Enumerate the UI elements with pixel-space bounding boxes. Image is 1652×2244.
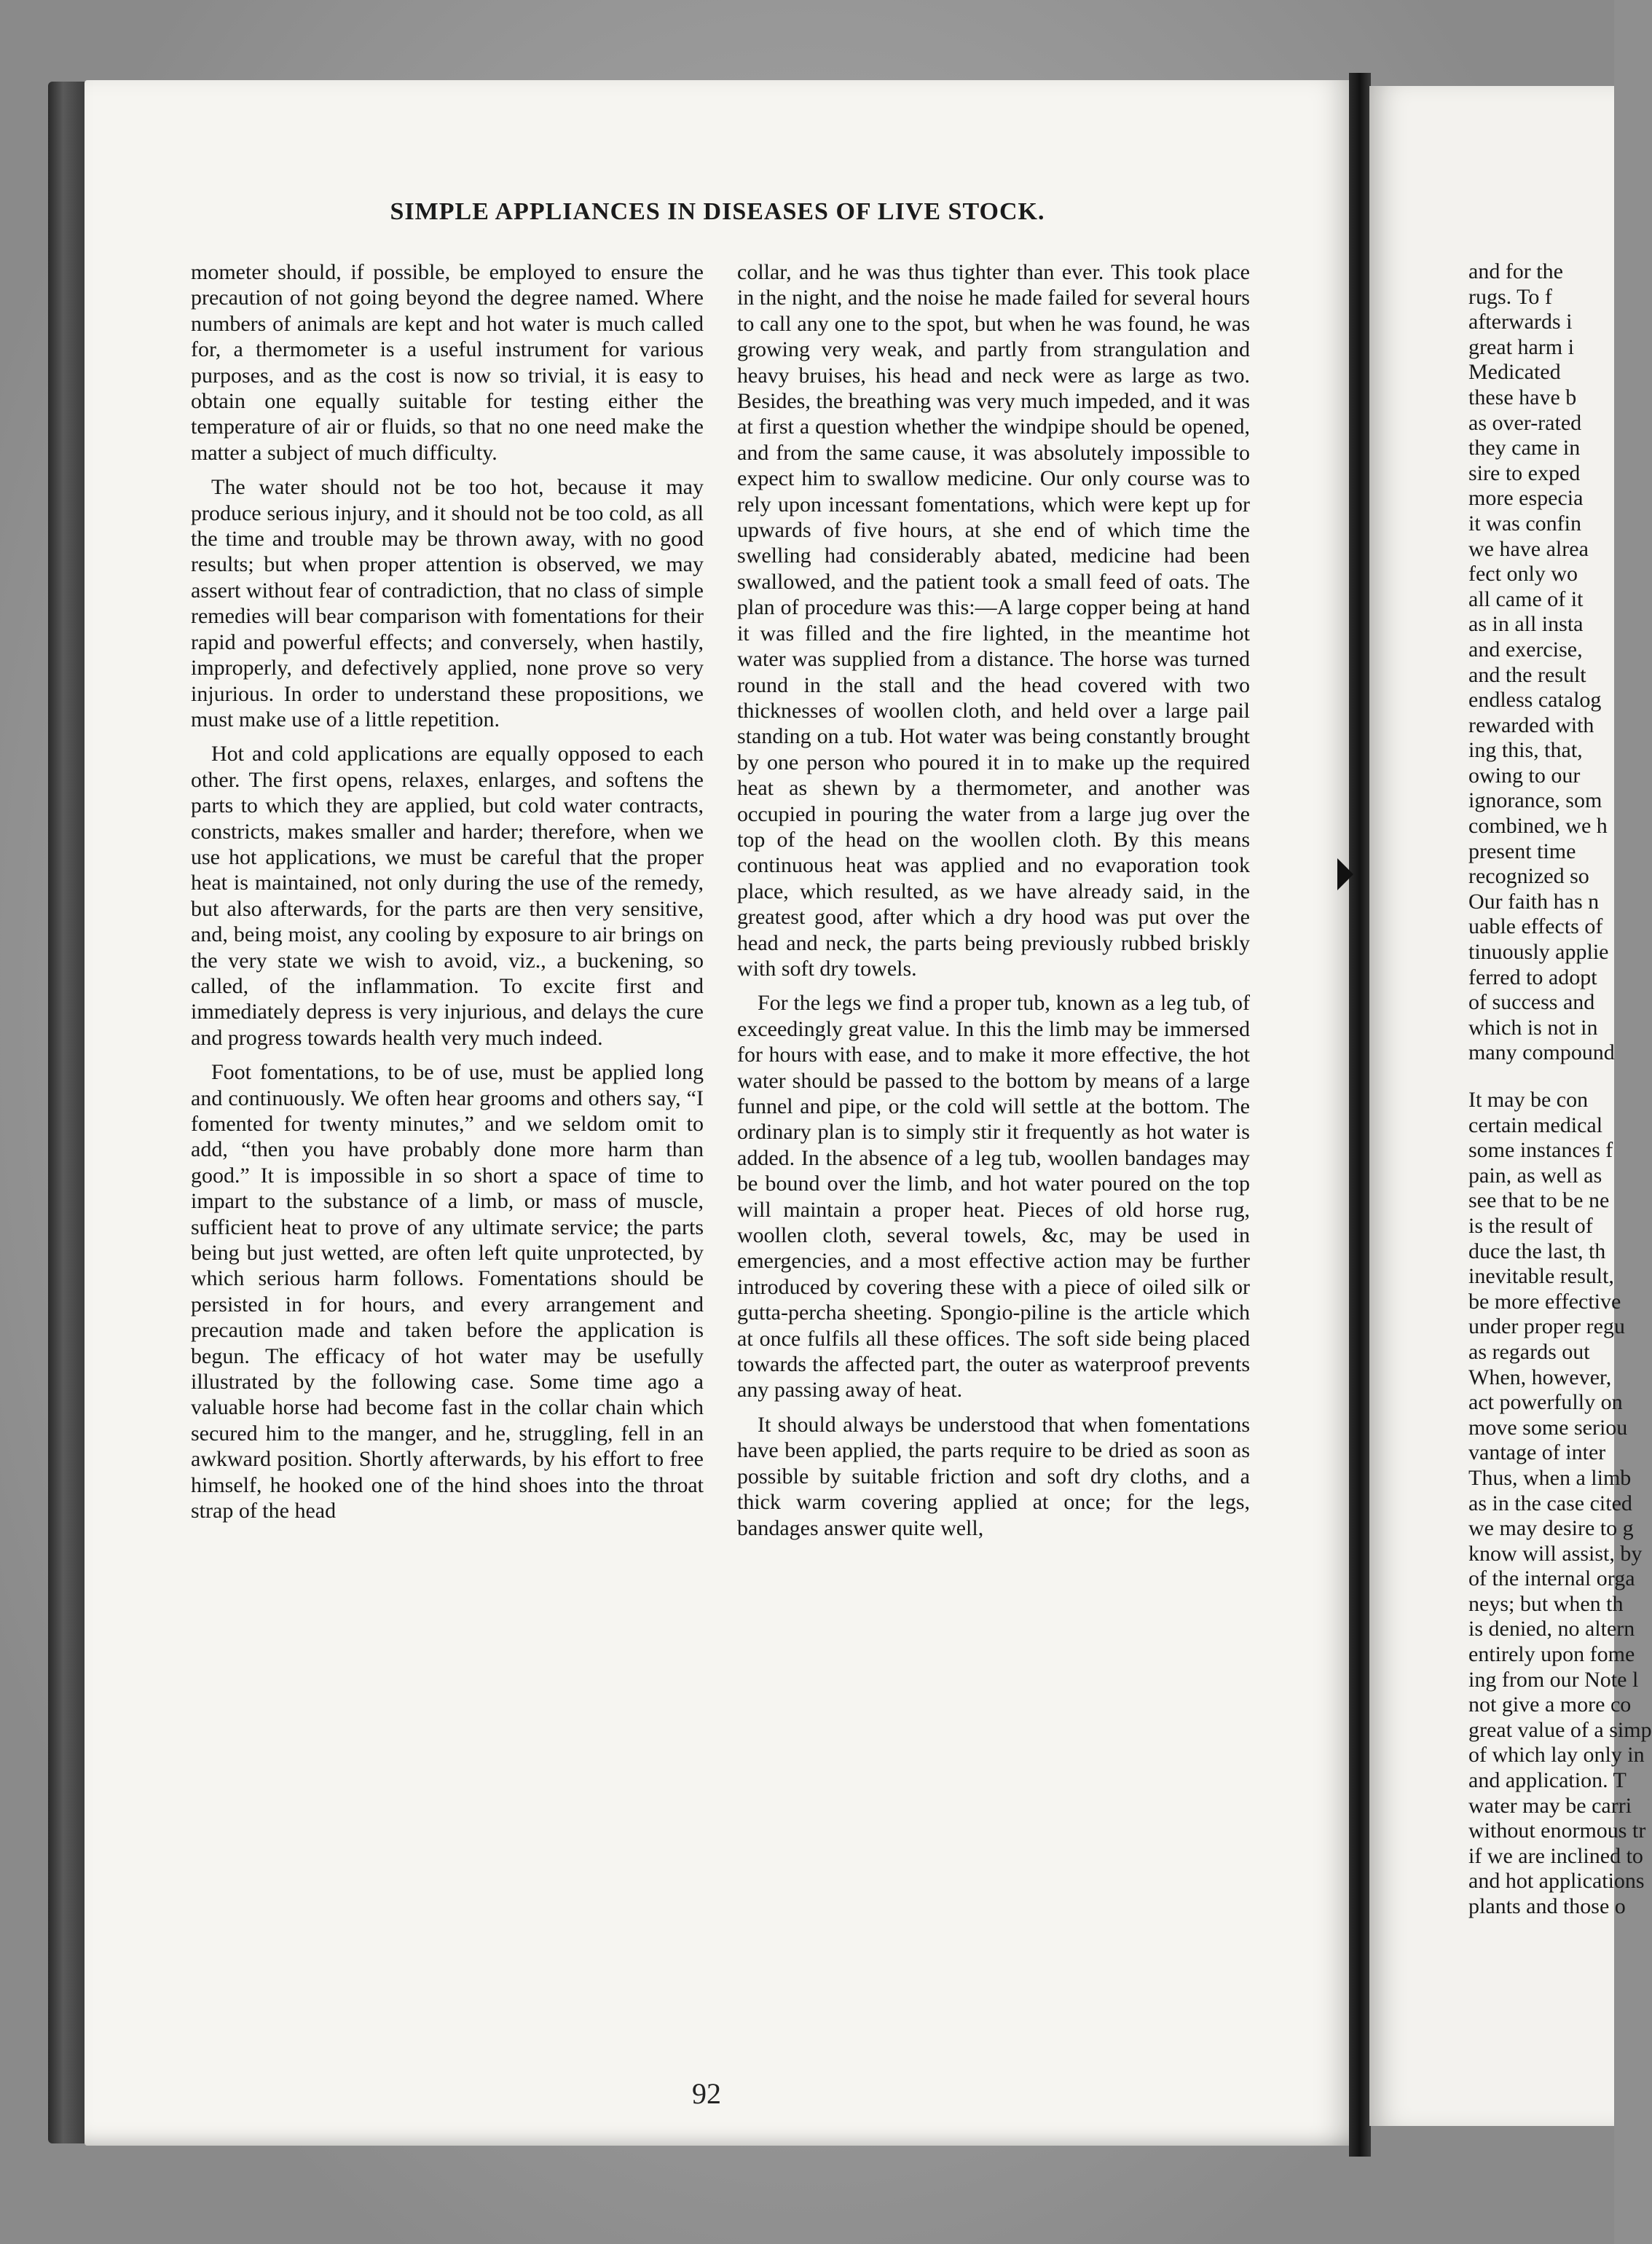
text-line: not give a more co (1468, 1692, 1632, 1717)
text-line: great value of a simp (1468, 1717, 1652, 1742)
text-line: and hot applications (1468, 1869, 1645, 1894)
text-line: know will assist, by (1468, 1541, 1643, 1566)
text-line: they came in (1468, 436, 1581, 460)
text-line: many compound (1468, 1040, 1615, 1065)
paragraph: It should always be understood that when fomentations have been applied, the parts require to be dried as soon as possible by suitable friction and soft dry cloths, and a thick warm covering applied at once; for the legs, bandages answer quite well, (737, 1412, 1250, 1540)
text-line: as in the case cited (1468, 1491, 1632, 1515)
text-line: more especia (1468, 486, 1584, 511)
text-line: if we are inclined to (1468, 1843, 1643, 1868)
text-line: great harm i (1468, 334, 1574, 359)
text-column-1 (191, 259, 704, 2001)
text-line: afterwards i (1468, 310, 1573, 334)
text-line: plants and those o (1468, 1894, 1626, 1918)
text-line: vantage of inter (1468, 1440, 1606, 1465)
book-gutter (1349, 73, 1371, 2157)
paragraph: collar, and he was thus tighter than ever. This took place in the night, and the noise he made failed for several hours to call any one to the spot, but when he was found, he was growing very weak, and partly from strangulation and heavy bruises, his head and neck were as large as two. Besides, the breathing was very much impeded, and it was at first a question whether the windpipe should be opened, and from the same cause, it was absolutely impossible to expect him to swallow medicine. Our only course was to rely upon incessant fomentations, which were kept up for upwards of five hours, at she end of which time the swelling had considerably abated, medicine had been swallowed, and the patient took a small feed of oats. The plan of procedure was this:—A large copper being at hand it was filled and the fire lighted, in the meantime hot water was supplied from a distance. The horse was turned round in the stall and the head covered with two thicknesses of woollen cloth, and held over a large pail standing on a tub. Hot water was being constantly brought by one person who poured it in to make up the required heat as shewn by a thermometer, and another was occupied in pouring the water from a large jug over the top of the head on the woollen cloth. By this means continuous heat was applied and no evaporation took place, which resulted, as we have already said, in the greatest good, after which a dry hood was put over the head and neck, the parts being previously rubbed briskly with soft dry towels. (737, 260, 1250, 981)
text-line: as in all insta (1468, 612, 1584, 637)
text-line: see that to be ne (1468, 1188, 1610, 1213)
text-line: of which lay only in (1468, 1743, 1645, 1768)
text-line: neys; but when th (1468, 1591, 1624, 1616)
text-line: and the result (1468, 662, 1586, 687)
text-line: sire to exped (1468, 460, 1581, 485)
text-line: without enormous tr (1468, 1819, 1646, 1843)
text-line: combined, we h (1468, 814, 1608, 839)
text-line: ferred to adopt (1468, 965, 1597, 989)
text-line: move some seriou (1468, 1415, 1628, 1440)
text-line: ing this, that, (1468, 738, 1583, 763)
text-line: present time (1468, 839, 1576, 863)
text-line: tinuously applie (1468, 940, 1609, 965)
text-line: ing from our Note l (1468, 1667, 1639, 1692)
text-line: under proper regu (1468, 1314, 1625, 1339)
text-line: and application. T (1468, 1768, 1627, 1793)
text-line: Medicated (1468, 360, 1561, 385)
text-line: of success and (1468, 990, 1595, 1015)
text-line: When, however, (1468, 1365, 1612, 1389)
paragraph: Foot fomentations, to be of use, must be applied long and continuously. We often hear grooms and others say, “I fomented for twenty minutes,” and we seldom omit to add, “then you have probably done more harm than good.” It is impossible in so short a space of time to impart to the substance of a limb, or mass of muscle, sufficient heat to prove of any ultimate service; the parts being but just wetted, are often left quite unprotected, by which serious harm follows. Fomentations should be persisted in for hours, and every arrangement and precaution made and taken before the application is begun. The efficacy of hot water may be usefully illustrated by the following case. Some time ago a valuable horse had become fast in the collar chain which secured him to the manger, and he, struggling, fell in an awkward position. Shortly afterwards, by his effort to free himself, he hooked one of the hind shoes into the throat strap of the head (191, 1060, 704, 1523)
text-line: entirely upon fome (1468, 1642, 1635, 1667)
book-cover-edge (48, 82, 86, 2143)
text-line: is the result of (1468, 1213, 1593, 1238)
gutter-marker-icon (1337, 858, 1353, 890)
text-line: recognized so (1468, 864, 1589, 889)
text-line: these have b (1468, 385, 1577, 409)
text-line: certain medical (1468, 1113, 1603, 1137)
text-line: of the internal orga (1468, 1566, 1635, 1591)
text-line: uable effects of (1468, 914, 1603, 939)
text-line: be more effective (1468, 1289, 1621, 1314)
text-line: fect only wo (1468, 562, 1578, 586)
text-line: we may desire to g (1468, 1516, 1634, 1541)
text-line: pain, as well as (1468, 1163, 1602, 1188)
text-line: Thus, when a limb (1468, 1465, 1632, 1490)
text-column-3-partial (1468, 259, 1652, 2008)
paragraph: For the legs we find a proper tub, known as a leg tub, of exceedingly great value. In this the limb may be immersed for hours with ease, and to make it more effective, the hot water should be passed to the bottom by means of a large funnel and pipe, or the cold will settle at the bottom. The ordinary plan is to simply stir it frequently as hot water is added. In the absence of a leg tub, woollen bandages may be bound over the limb, and hot water poured on the top will maintain a proper heat. Pieces of old horse rug, woollen cloth, several towels, &c, may be used in emergencies, and a most effective action may be further introduced by covering these with a piece of oiled silk or gutta-percha sheeting. Spongio-piline is the article which at once fulfils all these offices. The soft side being placed towards the affected part, the outer as waterproof prevents any passing away of heat. (737, 991, 1250, 1402)
text-line: act powerfully on (1468, 1390, 1623, 1415)
paragraph-gap (1468, 1066, 1614, 1088)
text-column-2 (737, 259, 1250, 2001)
text-line: rewarded with (1468, 713, 1594, 737)
text-line: Our faith has n (1468, 889, 1600, 914)
page-number: 92 (692, 2077, 721, 2110)
text-line: all came of it (1468, 586, 1584, 611)
text-line: is denied, no altern (1468, 1617, 1635, 1641)
text-line: and for the (1468, 259, 1563, 283)
running-head: SIMPLE APPLIANCES IN DISEASES OF LIVE STOCK. (390, 198, 1045, 225)
paragraph: The water should not be too hot, because it may produce serious injury, and it should not be too cold, as all the time and trouble may be thrown away, with no good results; but when proper attention is observed, we may assert without fear of contradiction, that no class of simple remedies will bear comparison with fomentations for their rapid and powerful effects; and conversely, when hastily, improperly, and defectively applied, none prove so very injurious. In order to understand these propositions, we must make use of a little repetition. (191, 475, 704, 731)
text-line: as over-rated (1468, 410, 1582, 435)
text-line: endless catalog (1468, 688, 1602, 713)
text-line: water may be carri (1468, 1793, 1632, 1818)
text-line: we have alrea (1468, 536, 1589, 561)
paragraph: Hot and cold applications are equally opposed to each other. The first opens, relaxes, enlarges, and softens the parts to which they are applied, but cold water contracts, constricts, makes smaller and harder; therefore, when we use hot applications, we must be careful that the proper heat is maintained, not only during the use of the remedy, but also afterwards, for the parts are then very sensitive, and, being moist, any cooling by exposure to air brings on the very state we wish to avoid, viz., a buckening, so called, of the inflammation. To excite first and immediately depress is very injurious, and delays the cure and progress towards health very much indeed. (191, 742, 704, 1050)
text-line: which is not in (1468, 1015, 1598, 1040)
text-line: some instances f (1468, 1138, 1613, 1163)
text-line: ignorance, som (1468, 788, 1602, 813)
text-line: duce the last, th (1468, 1239, 1606, 1263)
paragraph: mometer should, if possible, be employed to ensure the precaution of not going beyond the degree named. Where numbers of animals are kept and hot water is much called for, a thermometer is a useful instrument for various purposes, and as the cost is now so trivial, it is easy to obtain one equally suitable for testing either the temperature of air or fluids, so that no one need make the matter a subject of much difficulty. (191, 260, 704, 465)
text-line: and exercise, (1468, 637, 1583, 662)
text-line: it was confin (1468, 511, 1581, 536)
text-line: rugs. To f (1468, 284, 1552, 309)
text-line: It may be con (1468, 1088, 1589, 1112)
text-line: owing to our (1468, 763, 1581, 788)
text-line: as regards out (1468, 1339, 1590, 1364)
text-line: inevitable result, (1468, 1264, 1614, 1289)
